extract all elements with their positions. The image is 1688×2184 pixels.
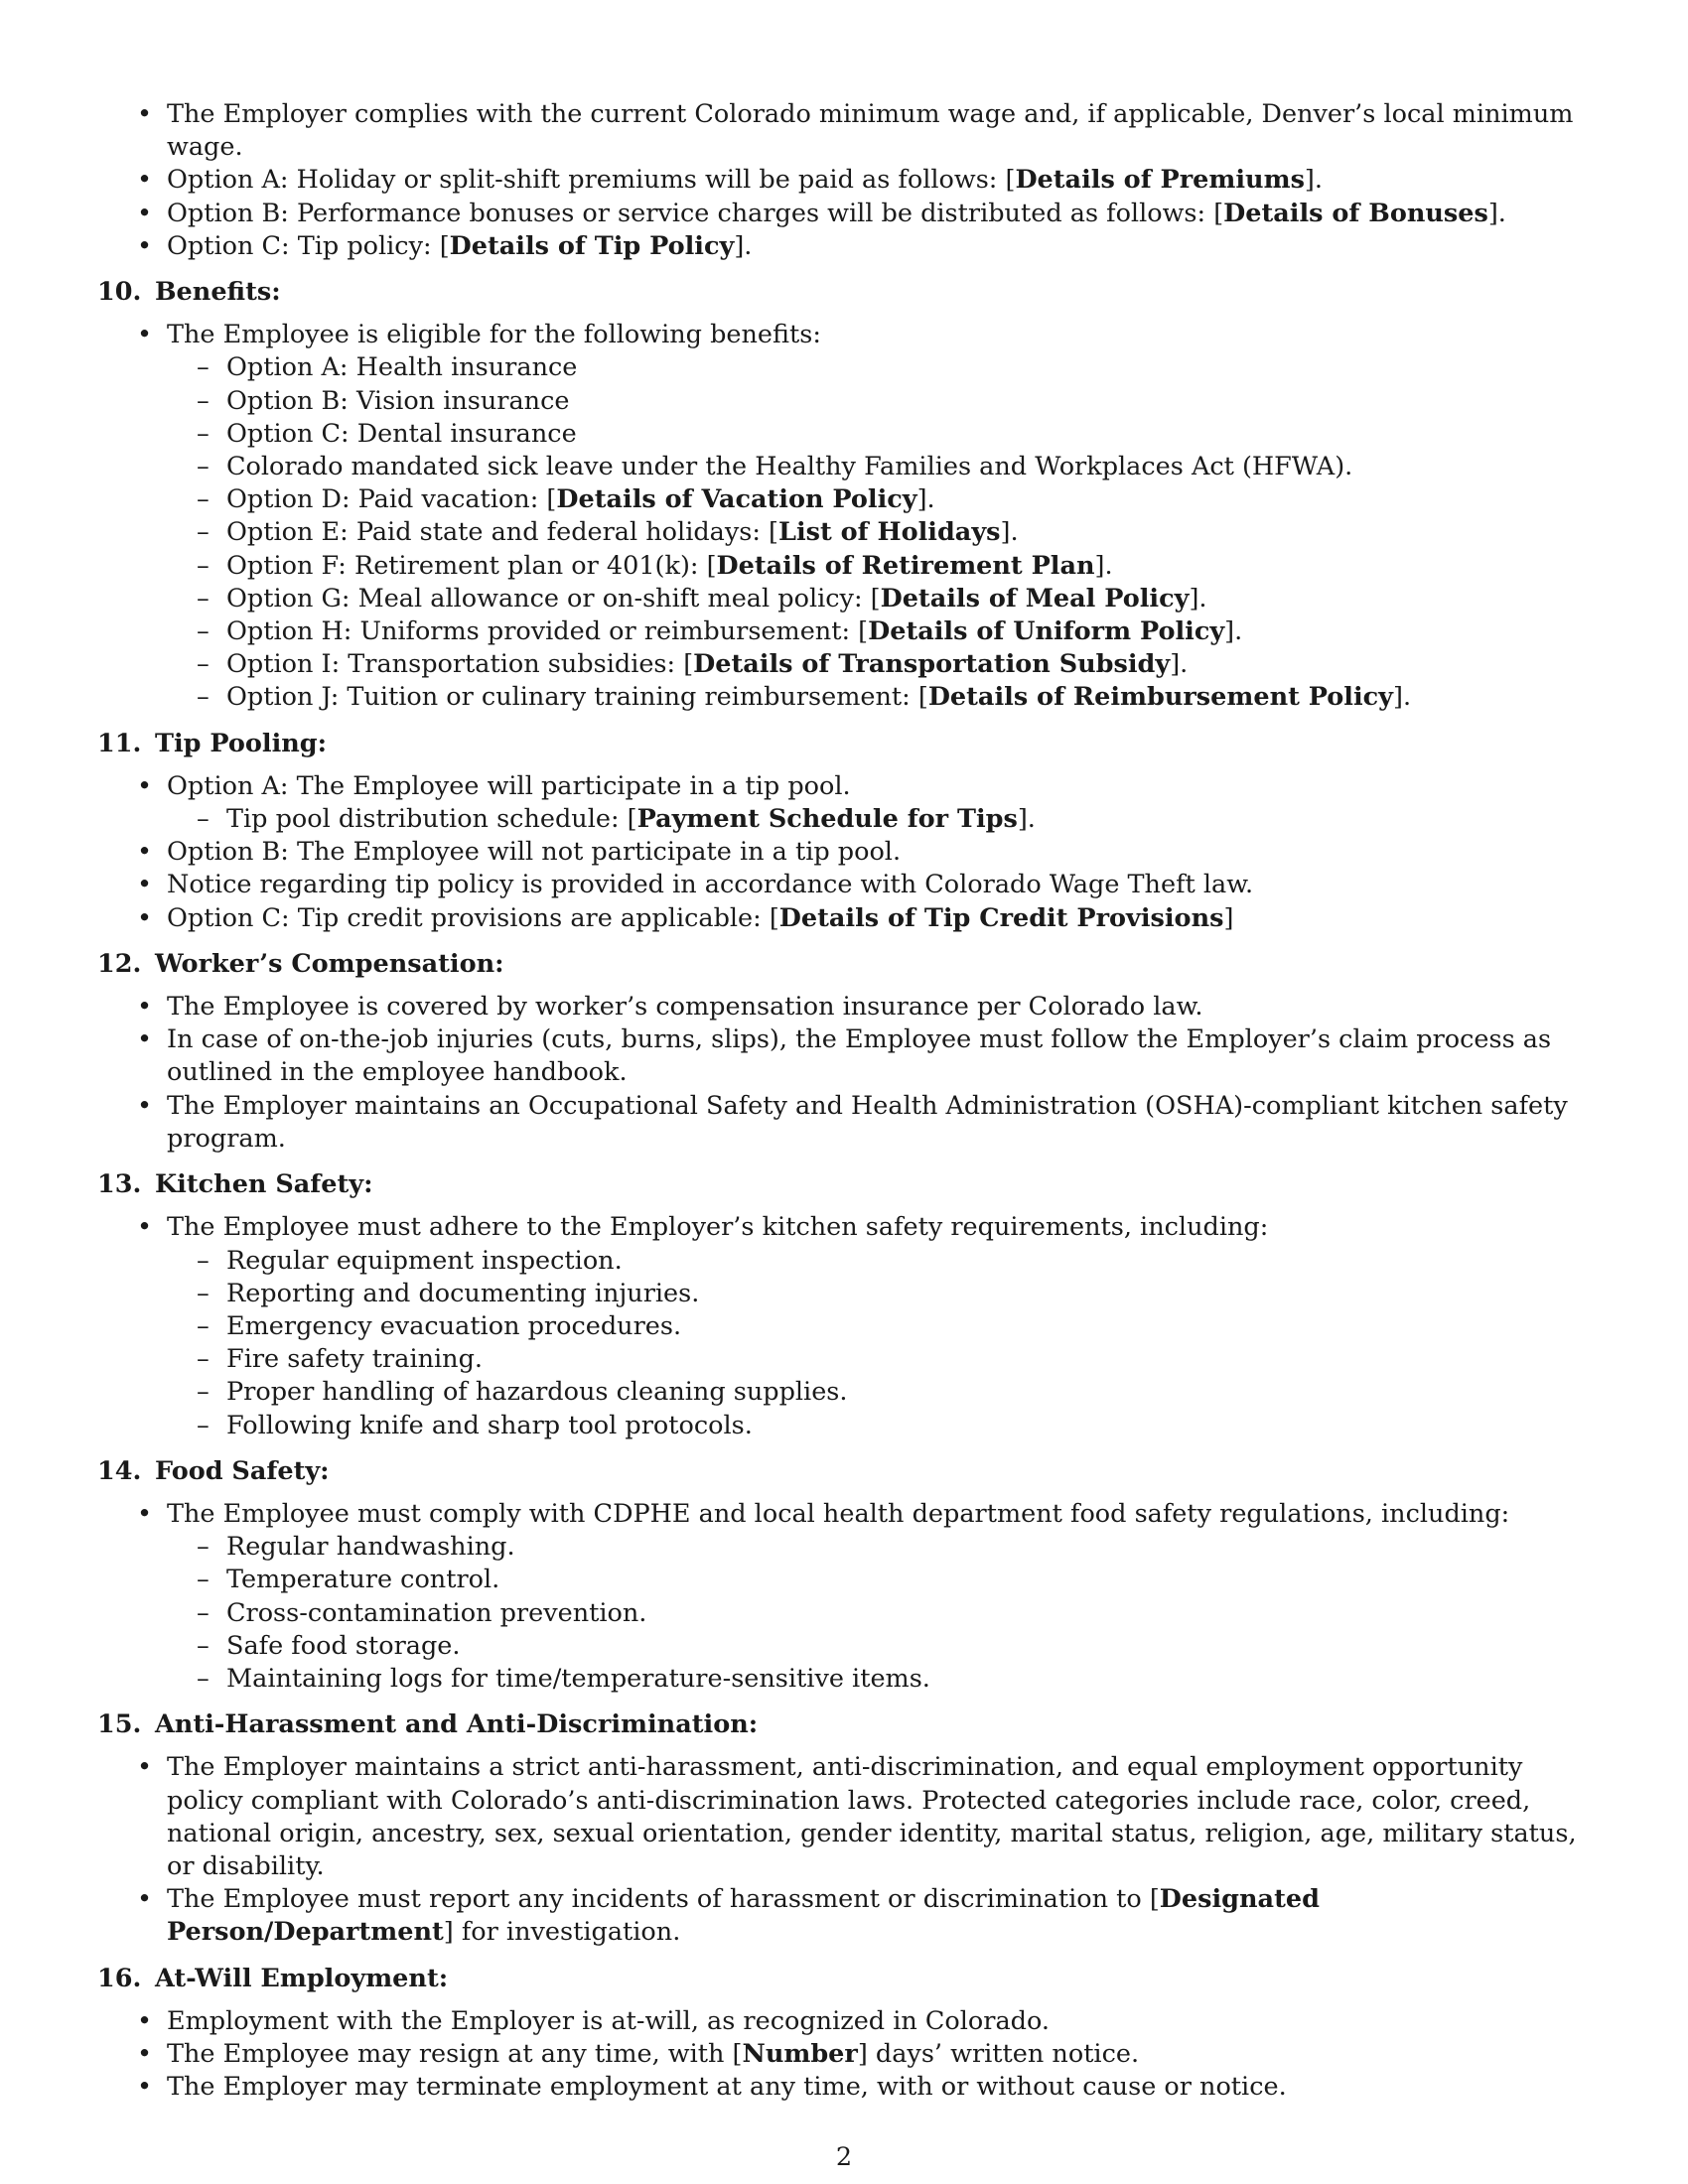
section-heading bbox=[97, 1455, 1599, 1488]
section bbox=[97, 1708, 1599, 1949]
sub-list-item bbox=[167, 385, 1599, 418]
section-heading bbox=[97, 1963, 1599, 1995]
list-item bbox=[97, 1498, 1599, 1696]
list-item bbox=[97, 869, 1599, 901]
text-run: Following knife and sharp tool protocols. bbox=[226, 1410, 753, 1440]
list-item bbox=[97, 164, 1599, 197]
section bbox=[97, 1168, 1599, 1442]
page-number: 2 bbox=[835, 2142, 853, 2172]
bullet-list bbox=[97, 1498, 1599, 1696]
list-item bbox=[97, 1024, 1599, 1089]
text-run: The Employer maintains an Occupational Safety and Health Administration (OSHA)-compliant kitchen safety program. bbox=[167, 1090, 1568, 1154]
list-item bbox=[97, 319, 1599, 714]
text-run: Maintaining logs for time/temperature-sensitive items. bbox=[226, 1663, 930, 1694]
text-run: Option A: Holiday or split-shift premiums will be paid as follows: bbox=[167, 165, 1006, 196]
section-title: Anti-Harassment and Anti-Discrimination: bbox=[155, 1709, 759, 1740]
placeholder-field: Details of Premiums bbox=[1015, 165, 1305, 196]
text-run: In case of on-the-job injuries (cuts, burns, slips), the Employee must follow the Employer’s claim process as outlined in the employee handbook. bbox=[167, 1024, 1552, 1088]
sub-list bbox=[167, 1245, 1599, 1442]
list-item bbox=[97, 2071, 1599, 2104]
text-run: ]. bbox=[1017, 804, 1036, 835]
section-number: 11. bbox=[97, 728, 142, 758]
text-run: The Employee must adhere to the Employer’s kitchen safety requirements, including: bbox=[167, 1212, 1269, 1243]
placeholder-field: Details of Vacation Policy bbox=[556, 484, 917, 515]
section-number: 12. bbox=[97, 948, 142, 979]
section-title: At-Will Employment: bbox=[155, 1963, 449, 1993]
list-item bbox=[97, 198, 1599, 230]
sub-list-item bbox=[167, 1531, 1599, 1564]
text-run: Emergency evacuation procedures. bbox=[226, 1310, 682, 1341]
bullet-list bbox=[97, 770, 1599, 935]
sub-list-item bbox=[167, 803, 1599, 836]
sub-list bbox=[167, 1531, 1599, 1696]
text-run: Proper handling of hazardous cleaning supplies. bbox=[226, 1377, 848, 1408]
text-run: Regular equipment inspection. bbox=[226, 1245, 623, 1276]
text-run: Option C: Tip credit provisions are applicable: [ bbox=[167, 902, 779, 933]
section-title: Food Safety: bbox=[155, 1455, 330, 1486]
list-item bbox=[97, 2038, 1599, 2071]
bullet-list bbox=[97, 1751, 1599, 1949]
text-run: ]. bbox=[916, 484, 935, 515]
text-run: The Employee must comply with CDPHE and local health department food safety regulations, including: bbox=[167, 1498, 1510, 1529]
placeholder-field: Details of Meal Policy bbox=[880, 583, 1190, 614]
document-body bbox=[97, 98, 1599, 2104]
section-title: Worker’s Compensation: bbox=[155, 948, 504, 979]
text-run: ]. bbox=[1487, 198, 1506, 228]
text-run: The Employee is eligible for the following benefits: bbox=[167, 320, 821, 350]
text-run: ] bbox=[1223, 902, 1234, 933]
text-run: Option B: Performance bonuses or service charges will be distributed as follows: bbox=[167, 198, 1214, 228]
bullet-list bbox=[97, 991, 1599, 1156]
placeholder-field: Payment Schedule for Tips bbox=[636, 804, 1018, 835]
section-title: Tip Pooling: bbox=[155, 728, 328, 758]
text-run: The Employer maintains a strict anti-harassment, anti-discrimination, and equal employment opportunity policy compliant with Colorado’s anti-discrimination laws. Protected categories include race, color, creed, national origin, ancestry, sex, sexual orientation, gender identity, marital status, religion, age, military status, or disability. bbox=[167, 1752, 1577, 1881]
text-run: Option A: Health insurance bbox=[226, 352, 578, 383]
section-number: 15. bbox=[97, 1709, 142, 1740]
section-heading bbox=[97, 276, 1599, 309]
list-item bbox=[97, 1751, 1599, 1883]
sub-list-item bbox=[167, 1278, 1599, 1310]
text-run: The Employee is covered by worker’s compensation insurance per Colorado law. bbox=[167, 992, 1203, 1023]
sub-list-item bbox=[167, 451, 1599, 483]
list-item bbox=[97, 230, 1599, 263]
sub-list-item bbox=[167, 1663, 1599, 1696]
section-number: 10. bbox=[97, 277, 142, 308]
text-run: Cross-contamination prevention. bbox=[226, 1597, 647, 1628]
list-item bbox=[97, 770, 1599, 836]
section bbox=[97, 948, 1599, 1156]
text-run: Tip pool distribution schedule: [ bbox=[226, 804, 637, 835]
text-run: The Employee may resign at any time, with [ bbox=[167, 2038, 743, 2069]
text-run: ]. bbox=[1094, 550, 1113, 581]
bullet-list bbox=[97, 2005, 1599, 2105]
text-run: Option B: Vision insurance bbox=[226, 385, 570, 416]
sub-list-item bbox=[167, 583, 1599, 615]
list-item bbox=[97, 98, 1599, 164]
text-run: Regular handwashing. bbox=[226, 1532, 515, 1563]
text-run: ]. bbox=[1224, 616, 1243, 647]
text-run: [ bbox=[1213, 198, 1224, 228]
sub-list-item bbox=[167, 681, 1599, 714]
section bbox=[97, 1963, 1599, 2105]
section-heading bbox=[97, 948, 1599, 981]
sub-list-item bbox=[167, 1376, 1599, 1409]
section-heading bbox=[97, 728, 1599, 760]
text-run: Option D: Paid vacation: [ bbox=[226, 484, 557, 515]
section-heading bbox=[97, 1708, 1599, 1741]
text-run: Option C: Tip policy: bbox=[167, 230, 440, 261]
intro-list bbox=[97, 98, 1599, 263]
placeholder-field: Details of Transportation Subsidy bbox=[693, 649, 1171, 680]
text-run: ] days’ written notice. bbox=[857, 2038, 1140, 2069]
placeholder-field: Details of Uniform Policy bbox=[868, 616, 1225, 647]
section-number: 14. bbox=[97, 1455, 142, 1486]
section-number: 13. bbox=[97, 1169, 142, 1200]
sub-list-item bbox=[167, 1564, 1599, 1596]
text-run: Option F: Retirement plan or 401(k): [ bbox=[226, 550, 717, 581]
sub-list-item bbox=[167, 418, 1599, 451]
text-run: Employment with the Employer is at-will, as recognized in Colorado. bbox=[167, 2005, 1050, 2036]
text-run: Option A: The Employee will participate in a tip pool. bbox=[167, 770, 851, 801]
sub-list bbox=[167, 351, 1599, 714]
text-run: Fire safety training. bbox=[226, 1344, 484, 1375]
sub-list-item bbox=[167, 550, 1599, 583]
text-run: Option G: Meal allowance or on-shift meal policy: [ bbox=[226, 583, 881, 614]
text-run: The Employer may terminate employment at any time, with or without cause or notice. bbox=[167, 2072, 1287, 2103]
bullet-list bbox=[97, 1211, 1599, 1441]
text-run: Option I: Transportation subsidies: [ bbox=[226, 649, 694, 680]
section bbox=[97, 728, 1599, 935]
list-item bbox=[97, 991, 1599, 1024]
text-run: ]. bbox=[1304, 165, 1323, 196]
list-item bbox=[97, 1883, 1599, 1949]
list-item bbox=[97, 902, 1599, 935]
text-run: ]. bbox=[1393, 682, 1412, 713]
text-run: Option J: Tuition or culinary training reimbursement: [ bbox=[226, 682, 928, 713]
text-run: Temperature control. bbox=[226, 1565, 500, 1595]
sub-list-item bbox=[167, 1410, 1599, 1442]
placeholder-field: Number bbox=[742, 2038, 858, 2069]
text-run: Option E: Paid state and federal holidays: [ bbox=[226, 517, 779, 548]
list-item bbox=[97, 2005, 1599, 2038]
placeholder-field: Details of Bonuses bbox=[1223, 198, 1488, 228]
sub-list-item bbox=[167, 615, 1599, 648]
sub-list-item bbox=[167, 516, 1599, 549]
text-run: ]. bbox=[734, 230, 753, 261]
text-run: Option C: Dental insurance bbox=[226, 418, 577, 449]
text-run: Reporting and documenting injuries. bbox=[226, 1278, 700, 1308]
section-title: Kitchen Safety: bbox=[155, 1169, 373, 1200]
sub-list-item bbox=[167, 1245, 1599, 1278]
text-run: ]. bbox=[1000, 517, 1019, 548]
text-run: The Employer complies with the current Colorado minimum wage and, if applicable, Denver’s local minimum wage. bbox=[167, 99, 1574, 163]
sections-container bbox=[97, 276, 1599, 2104]
sub-list-item bbox=[167, 351, 1599, 384]
bullet-list bbox=[97, 319, 1599, 714]
sub-list-item bbox=[167, 1630, 1599, 1663]
text-run: Option B: The Employee will not participate in a tip pool. bbox=[167, 837, 902, 868]
section-title: Benefits: bbox=[155, 277, 281, 308]
list-item bbox=[97, 1090, 1599, 1156]
text-run: ] for investigation. bbox=[443, 1917, 681, 1948]
text-run: Notice regarding tip policy is provided in accordance with Colorado Wage Theft law. bbox=[167, 870, 1254, 900]
sub-list bbox=[167, 803, 1599, 836]
text-run: Safe food storage. bbox=[226, 1630, 461, 1661]
placeholder-field: Details of Retirement Plan bbox=[716, 550, 1095, 581]
text-run: [ bbox=[439, 230, 450, 261]
section-number: 16. bbox=[97, 1963, 142, 1993]
sub-list-item bbox=[167, 648, 1599, 681]
section-heading bbox=[97, 1168, 1599, 1201]
placeholder-field: Details of Tip Credit Provisions bbox=[778, 902, 1224, 933]
placeholder-field: Details of Tip Policy bbox=[449, 230, 735, 261]
list-item bbox=[97, 1211, 1599, 1441]
text-run: ]. bbox=[1170, 649, 1189, 680]
text-run: ]. bbox=[1189, 583, 1207, 614]
text-run: [ bbox=[1005, 165, 1016, 196]
sub-list-item bbox=[167, 1343, 1599, 1376]
sub-list-item bbox=[167, 1597, 1599, 1630]
text-run: Colorado mandated sick leave under the Healthy Families and Workplaces Act (HFWA). bbox=[226, 452, 1353, 482]
sub-list-item bbox=[167, 1310, 1599, 1343]
text-run: Option H: Uniforms provided or reimbursement: [ bbox=[226, 616, 869, 647]
section bbox=[97, 1455, 1599, 1696]
placeholder-field: Designated Person/Department bbox=[167, 1884, 1320, 1948]
section bbox=[97, 276, 1599, 715]
sub-list-item bbox=[167, 483, 1599, 516]
placeholder-field: List of Holidays bbox=[778, 517, 1001, 548]
list-item bbox=[97, 836, 1599, 869]
placeholder-field: Details of Reimbursement Policy bbox=[927, 682, 1394, 713]
text-run: The Employee must report any incidents of harassment or discrimination to [ bbox=[167, 1884, 1160, 1915]
